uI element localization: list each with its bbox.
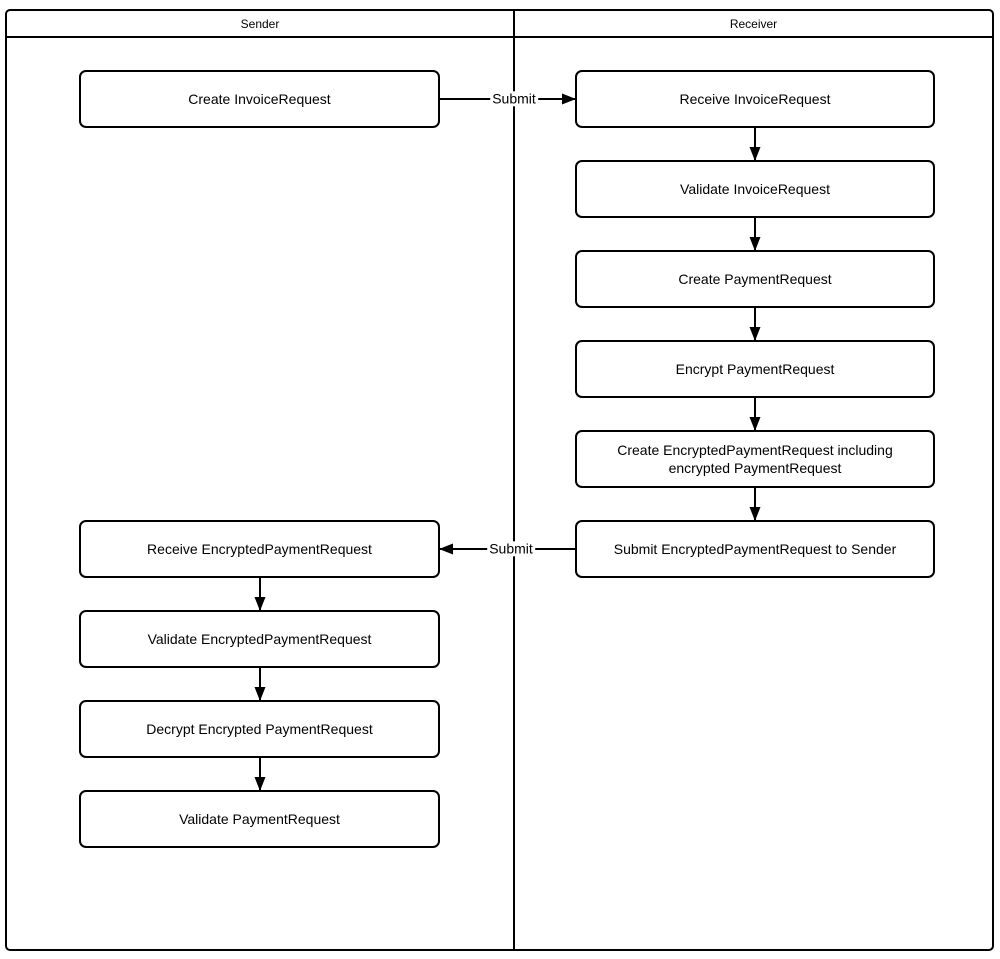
node-validate-payment-request: [79, 790, 440, 848]
node-label: Create EncryptedPaymentRequest including encrypted PaymentRequest: [617, 441, 893, 476]
node-validate-encrypted-payment-request: [79, 610, 440, 668]
node-validate-invoice-request: [575, 160, 935, 218]
edge-label-submit-invoice: Submit: [492, 90, 536, 107]
node-encrypt-payment-request: [575, 340, 935, 398]
node-submit-encrypted-payment-request: [575, 520, 935, 578]
node-label: Decrypt Encrypted PaymentRequest: [146, 720, 373, 737]
node-label: Create InvoiceRequest: [188, 90, 331, 107]
node-label: Receive InvoiceRequest: [679, 90, 831, 107]
node-create-encrypted-payment-request: [575, 430, 935, 488]
lane-divider: [513, 9, 515, 951]
edge-label-submit-encrypted-payment: Submit: [489, 540, 533, 557]
node-create-payment-request: [575, 250, 935, 308]
lane-header-separator: [5, 36, 994, 38]
node-label: Receive EncryptedPaymentRequest: [147, 540, 372, 557]
node-create-invoice-request: [79, 70, 440, 128]
node-receive-invoice-request: [575, 70, 935, 128]
node-receive-encrypted-payment-request: [79, 520, 440, 578]
node-decrypt-encrypted-payment-request: [79, 700, 440, 758]
lane-header-receiver: [515, 11, 992, 36]
node-label: Validate PaymentRequest: [179, 810, 340, 827]
lane-title-receiver-label: Receiver: [729, 16, 778, 31]
node-label: Validate InvoiceRequest: [680, 180, 830, 197]
lane-title-sender-label: Sender: [240, 16, 280, 31]
node-label: Create PaymentRequest: [678, 270, 832, 287]
lane-header-sender: [7, 11, 513, 36]
node-label: Encrypt PaymentRequest: [675, 360, 835, 377]
node-label: Submit EncryptedPaymentRequest to Sender: [613, 540, 897, 557]
node-label: Validate EncryptedPaymentRequest: [147, 630, 372, 647]
